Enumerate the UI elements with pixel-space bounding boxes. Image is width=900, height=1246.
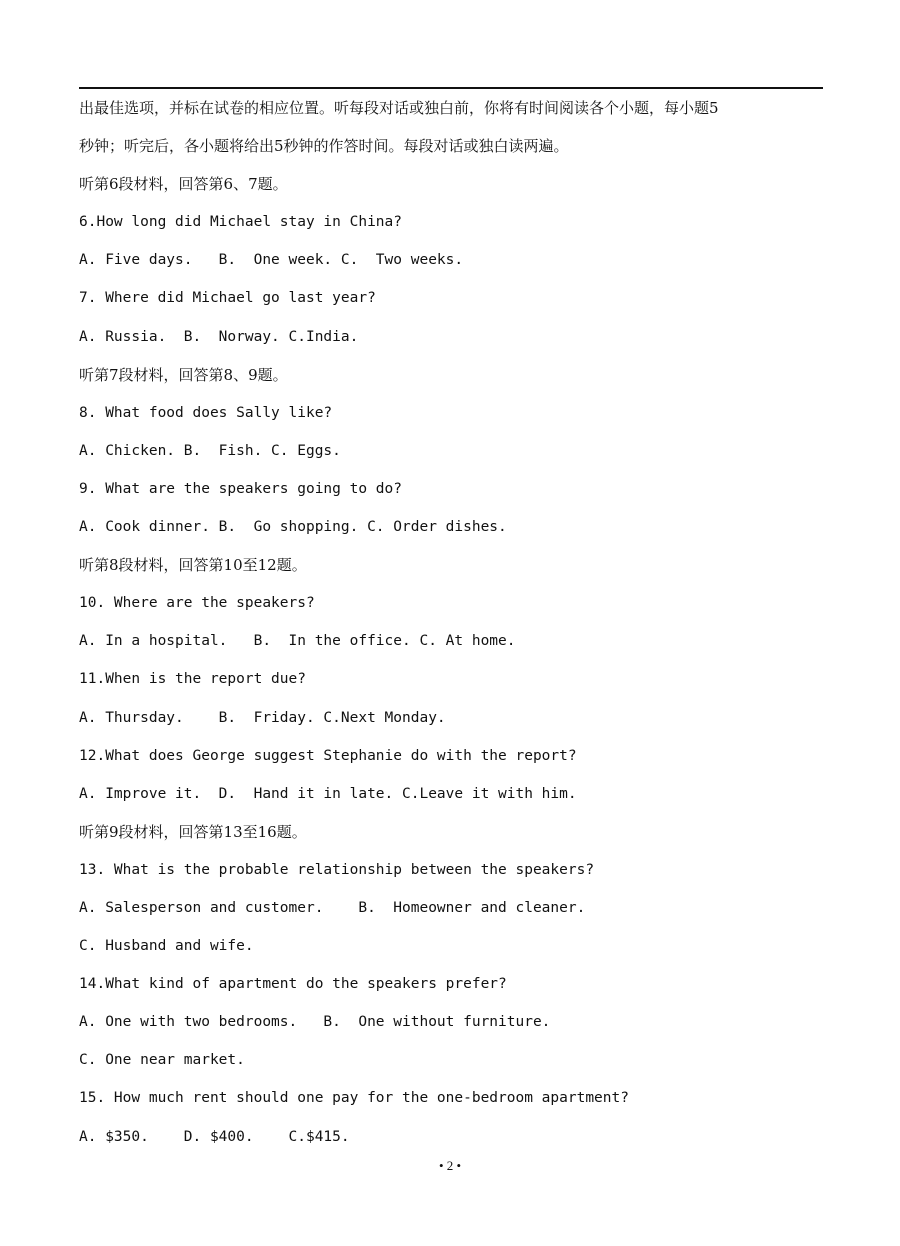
section-heading-7: 听第7段材料，回答第8、9题。 xyxy=(79,365,288,384)
options-12: A. Improve it. D. Hand it in late. C.Leave it with him. xyxy=(79,785,577,802)
options-15: A. $350. D. $400. C.$415. xyxy=(79,1128,350,1145)
options-10: A. In a hospital. B. In the office. C. At home. xyxy=(79,633,516,650)
instruction-line-1: 出最佳选项，并标在试卷的相应位置。听每段对话或独白前，你将有时间阅读各个小题，每小题5 xyxy=(79,99,719,117)
options-8: A. Chicken. B. Fish. C. Eggs. xyxy=(79,442,341,459)
question-7: 7. Where did Michael go last year? xyxy=(79,290,376,307)
section-heading-6: 听第6段材料，回答第6、7题。 xyxy=(79,175,288,194)
question-8: 8. What food does Sally like? xyxy=(79,404,333,421)
options-13-c: C. Husband and wife. xyxy=(79,938,254,955)
question-11: 11.When is the report due? xyxy=(79,671,306,688)
header-rule xyxy=(79,87,823,89)
options-14-ab: A. One with two bedrooms. B. One without furniture. xyxy=(79,1014,551,1031)
question-12: 12.What does George suggest Stephanie do with the report? xyxy=(79,747,577,764)
options-7: A. Russia. B. Norway. C.India. xyxy=(79,328,359,345)
section-heading-8: 听第8段材料，回答第10至12题。 xyxy=(79,556,307,575)
options-13-ab: A. Salesperson and customer. B. Homeowner and cleaner. xyxy=(79,899,586,916)
question-10: 10. Where are the speakers? xyxy=(79,595,315,612)
document-body xyxy=(79,96,823,1163)
options-9: A. Cook dinner. B. Go shopping. C. Order dishes. xyxy=(79,519,507,536)
instruction-line-2: 秒钟；听完后，各小题将给出5秒钟的作答时间。每段对话或独白读两遍。 xyxy=(79,137,569,156)
question-6: 6.How long did Michael stay in China? xyxy=(79,214,403,231)
options-14-c: C. One near market. xyxy=(79,1052,245,1069)
question-9: 9. What are the speakers going to do? xyxy=(79,480,403,497)
options-11: A. Thursday. B. Friday. C.Next Monday. xyxy=(79,709,446,726)
question-14: 14.What kind of apartment do the speakers prefer? xyxy=(79,976,507,993)
question-15: 15. How much rent should one pay for the one-bedroom apartment? xyxy=(79,1090,629,1107)
question-13: 13. What is the probable relationship between the speakers? xyxy=(79,861,595,878)
page-number: • 2 • xyxy=(438,1158,462,1173)
section-heading-9: 听第9段材料，回答第13至16题。 xyxy=(79,822,307,841)
options-6: A. Five days. B. One week. C. Two weeks. xyxy=(79,252,464,269)
